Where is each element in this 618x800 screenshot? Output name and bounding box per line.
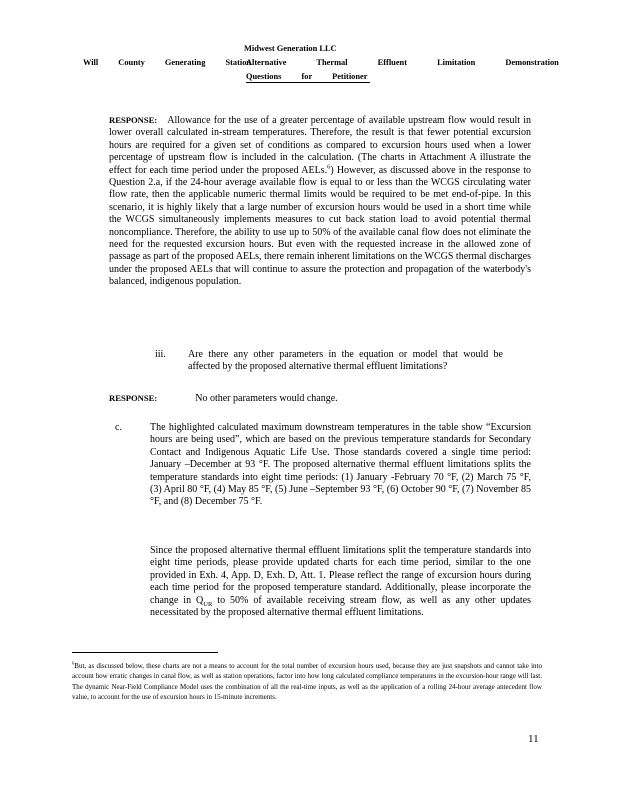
response-text-a: Allowance for the use of a greater percentage of available upstream flow would result in lower overall calculated in-stream temperatures. Therefore, the result is that fewer potential excursion hours are required for a given set of conditions as compared to excursion hours used when a lower percentage of upstream flow is included in the calculation. (The charts in Attachment A illustrate the effect for each time period under the proposed AELs.	[109, 115, 531, 176]
response-label: RESPONSE:	[109, 115, 158, 125]
question-c-paragraph-1: The highlighted calculated maximum downstream temperatures in the table show “Excursion hours are being used”, which are based on the previous temperature standards for Secondary Contact and Indigenous Aquatic Life Use. Those standards covered a single time period: January –December at 93 °F. The proposed alternative thermal effluent limitations splits the temperature standards into eight time periods: (1) January -February 70 °F, (2) March 75 °F, (3) April 80 °F, (4) May 85 °F, (5) June –September 93 °F, (6) October 90 °F, (7) November 85 °F, and (8) December 75 °F.	[150, 422, 531, 508]
question-c-text-a: Since the proposed alternative thermal effluent limitations split the temperature standards into eight time periods, please provide updated charts for each time period, similar to the one provided in Exh. 4, App. D, Exh. D, Att. 1. Please reflect the range of excursion hours during each time period for the proposed temperature standard. Additionally, please incorporate the change in Q	[150, 545, 531, 606]
question-number-iii: iii.	[155, 349, 166, 360]
response-paragraph-2	[109, 392, 531, 405]
footnote-separator	[72, 652, 218, 653]
question-c-text-b: to 50% of available receiving stream flow, as well as any other updates necessitated by the proposed alternative thermal effluent limitations.	[150, 594, 531, 619]
question-iii-text: Are there any other parameters in the equation or model that would be affected by the proposed alternative thermal effluent limitations?	[188, 349, 503, 373]
footnote-text: But, as discussed below, these charts are not a means to account for the total number of excursion hours used, because they are just snapshots and cannot take into account how erratic changes in canal flow, as well as station operations, factor into how long calculated compliance temperatures in the excursion-hour range will last. The dynamic Near-Field Compliance Model uses the combination of all the real-time inputs, as well as the application of a rolling 24-hour average antecedent flow value, to account for the use of excursion hours in 15-minute increments.	[72, 662, 542, 702]
footnote	[72, 661, 542, 703]
header-subtitle: Questions for Petitioner	[246, 72, 368, 81]
subscript: UR	[203, 600, 213, 608]
footnote-reference: 6	[327, 163, 331, 171]
question-c-paragraph-2	[150, 545, 531, 619]
header-underline	[246, 82, 370, 83]
response-text: No other parameters would change.	[195, 393, 338, 404]
response-label: RESPONSE:	[109, 393, 158, 403]
question-number-c: c.	[115, 422, 122, 433]
response-text-b: ) However, as discussed above in the response to Question 2.a, if the 24-hour average available flow is equal to or less than the WCGS circulating water flow rate, then the applicable numeric thermal limits would be required to be met end-of-pipe. In this scenario, it is highly likely that a large number of excursion hours would be used in a short time while the WCGS simultaneously implements measures to cut back station load to avoid potential thermal noncompliance. Therefore, the ability to use up to 50% of the available canal flow does not eliminate the need for the requested excursion hours. But even with the requested increase in the allowed zone of passage as part of the proposed AELs, there remain inherent limitations on the WCGS thermal discharges under the proposed AELs that will continue to assure the protection and propagation of the waterbody's balanced, indigenous population.	[109, 164, 531, 288]
header-company: Midwest Generation LLC	[244, 44, 337, 53]
response-paragraph-1	[109, 114, 531, 289]
header-station: Will County Generating Station	[83, 58, 252, 67]
header-document-title: Alternative Thermal Effluent Limitation Demonstration	[246, 58, 559, 67]
footnote-mark: 6	[72, 660, 75, 666]
page-number: 11	[528, 733, 539, 745]
